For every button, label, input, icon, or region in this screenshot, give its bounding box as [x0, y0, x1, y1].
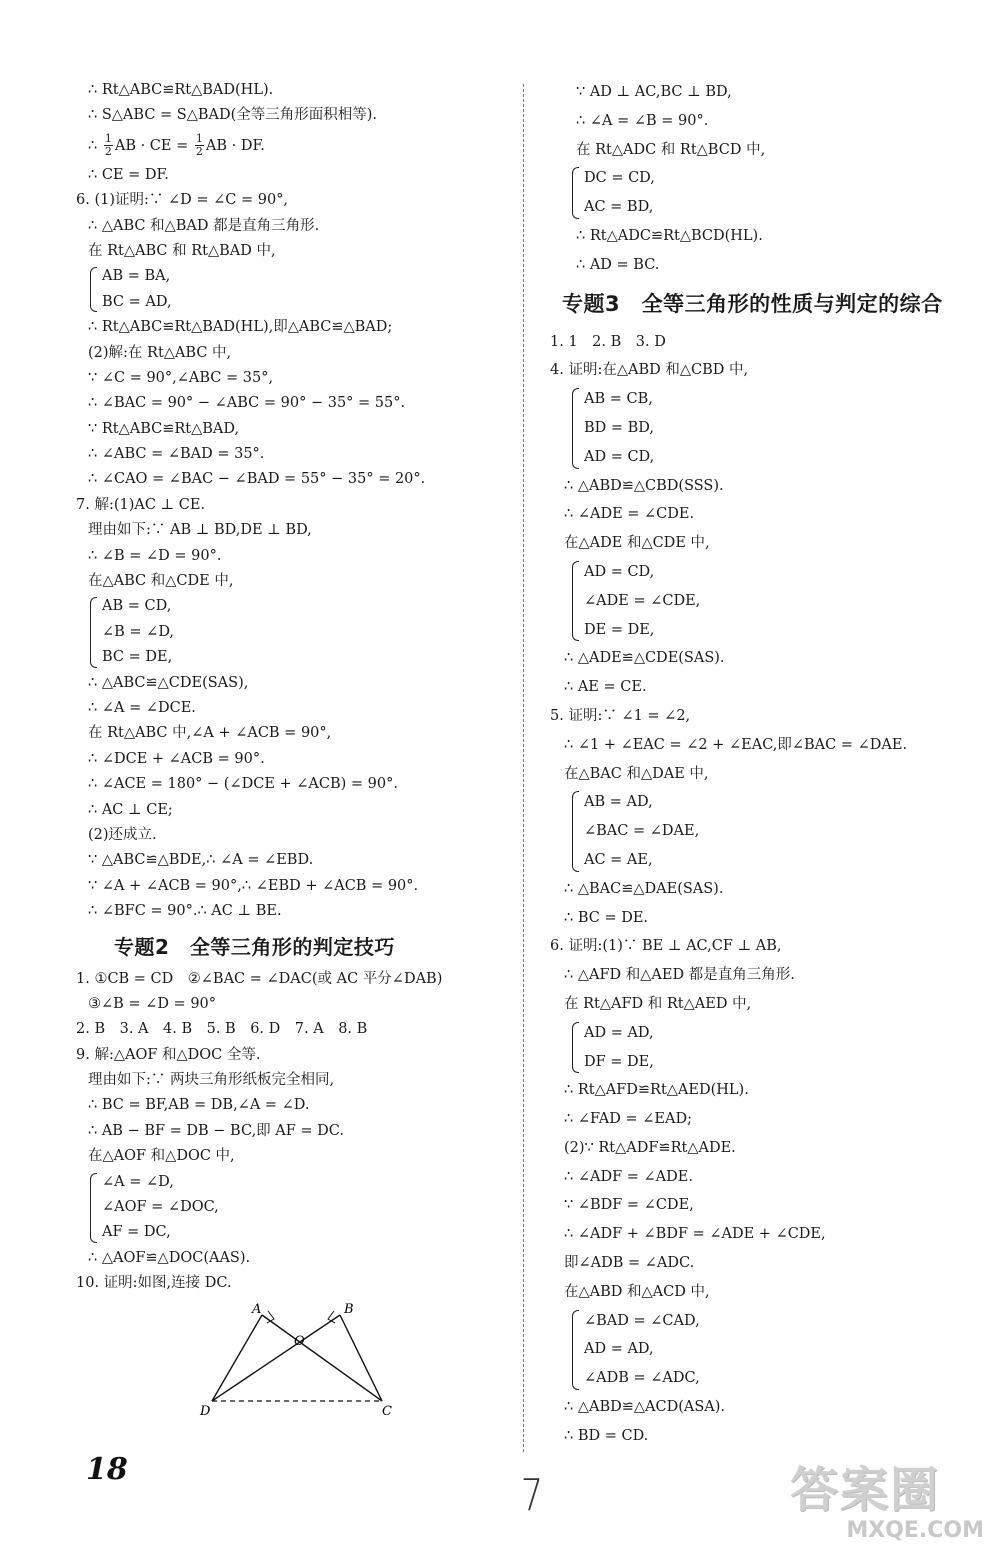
- page-number: 18: [86, 1452, 128, 1487]
- text-line: ∵ Rt△ABC≌Rt△BAD,: [88, 420, 240, 437]
- text-line: AC = BD,: [584, 199, 654, 216]
- text-line: 7. 解:(1)AC ⊥ CE.: [76, 496, 206, 513]
- section-heading: 专题3 全等三角形的性质与判定的综合: [562, 291, 943, 316]
- text-line: ∴ ∠ADF = ∠ADE.: [564, 1168, 693, 1185]
- text-line: AB = BA,: [102, 268, 171, 285]
- text-line: ∴ Rt△AFD≌Rt△AED(HL).: [564, 1082, 749, 1099]
- brace-group: [90, 594, 512, 670]
- text-line: ∴ BC = BF,AB = DB,∠A = ∠D.: [88, 1097, 310, 1114]
- text-line: 4. 证明:在△ABD 和△CBD 中,: [550, 362, 749, 379]
- text-line: ∵ ∠A + ∠ACB = 90°,∴ ∠EBD + ∠ACB = 90°.: [88, 877, 419, 894]
- text-line: ∴ ∠CAO = ∠BAC − ∠BAD = 55° − 35° = 20°.: [88, 471, 426, 488]
- text-line: ∴ ∠1 + ∠EAC = ∠2 + ∠EAC,即∠BAC = ∠DAE.: [564, 736, 908, 753]
- text-line: ∠B = ∠D,: [102, 623, 175, 640]
- text-line: BC = AD,: [102, 293, 172, 310]
- text-line: ∴ ∠ADE = ∠CDE.: [564, 506, 695, 523]
- right-angle-mark-B: [328, 1311, 335, 1323]
- figure-label-O: O: [294, 1333, 305, 1349]
- text-line: ∴ S△ABC = S△BAD(全等三角形面积相等).: [88, 107, 378, 124]
- right-column: [550, 78, 980, 1451]
- text-line: 在△ABC 和△CDE 中,: [88, 573, 234, 590]
- text-line: ∴ Rt△ABC≌Rt△BAD(HL).: [88, 82, 274, 98]
- text-line: ∴ BD = CD.: [564, 1427, 649, 1444]
- text-line: AD = CD,: [584, 448, 655, 465]
- text-line: 在 Rt△AFD 和 Rt△AED 中,: [564, 995, 752, 1012]
- text-line: ∵ AD ⊥ AC,BC ⊥ BD,: [576, 84, 732, 100]
- text-line: ∴ △ABD≌△CBD(SSS).: [564, 477, 724, 494]
- section-heading: 专题2 全等三角形的判定技巧: [114, 934, 395, 959]
- text-line: ∴ AC ⊥ CE;: [88, 801, 173, 818]
- text-line: 理由如下:∵ 两块三角形纸板完全相同,: [88, 1072, 335, 1089]
- text-line: 6. 证明:(1)∵ BE ⊥ AC,CF ⊥ AB,: [550, 938, 782, 955]
- text-line: ∴ ∠BAC = 90° − ∠ABC = 90° − 35° = 55°.: [88, 395, 406, 412]
- text-line: (2)还成立.: [88, 826, 157, 843]
- text-line: 在△ADE 和△CDE 中,: [564, 535, 710, 552]
- text-line: AB = AD,: [584, 794, 653, 811]
- text-line: ∴ ∠ACE = 180° − (∠DCE + ∠ACB) = 90°.: [88, 776, 398, 793]
- text-line: ∴ ∠FAD = ∠EAD;: [564, 1111, 692, 1128]
- text-line: ∴ △AOF≌△DOC(AAS).: [88, 1249, 251, 1266]
- text-line: ∴ △ADE≌△CDE(SAS).: [564, 650, 725, 667]
- text-line: ∠A = ∠D,: [102, 1173, 174, 1190]
- text-line: ∴ ∠B = ∠D = 90°.: [88, 547, 222, 564]
- watermark-logo: [790, 1462, 990, 1550]
- text-line: ∴ AD = BC.: [576, 256, 660, 273]
- text-line: 在 Rt△ADC 和 Rt△BCD 中,: [576, 141, 766, 158]
- brace-group: [572, 1307, 980, 1393]
- handwritten-mark: 7: [520, 1470, 544, 1521]
- text-line: DE = DE,: [584, 621, 655, 638]
- text-line: ∴ Rt△ABC≌Rt△BAD(HL),即△ABC≌△BAD;: [88, 319, 393, 336]
- watermark-text: 答案圈: [790, 1462, 941, 1518]
- text-line: ∴ Rt△ADC≌Rt△BCD(HL).: [576, 227, 763, 244]
- text-line: 1. 1 2. B 3. D: [550, 333, 666, 350]
- text-line: 在 Rt△ABC 和 Rt△BAD 中,: [88, 242, 276, 259]
- text-line: 6. (1)证明:∵ ∠D = ∠C = 90°,: [76, 192, 289, 209]
- figure-label-D: D: [200, 1403, 211, 1417]
- fraction-line: ∴ $\frac{1}{2}$ AB · CE = $\frac{1}{2}$ AB · DF.: [88, 132, 265, 159]
- text-line: ∵ ∠BDF = ∠CDE,: [564, 1197, 694, 1214]
- right-angle-mark-A: [267, 1311, 274, 1323]
- text-line: DF = DE,: [584, 1053, 654, 1070]
- text-line: ∴ △AFD 和△AED 都是直角三角形.: [564, 967, 795, 984]
- line-CB: [340, 1315, 382, 1401]
- text-line: AF = DC,: [102, 1224, 171, 1241]
- text-line: ∴ ∠A = ∠B = 90°.: [576, 112, 709, 129]
- text-line: 即∠ADB = ∠ADC.: [564, 1255, 695, 1272]
- text-line: ∴ △ABD≌△ACD(ASA).: [564, 1399, 726, 1416]
- text-line: ∠BAD = ∠CAD,: [584, 1312, 700, 1329]
- left-column: [62, 78, 512, 1417]
- brace-group: [572, 788, 980, 874]
- text-line: ∴ ∠ADF + ∠BDF = ∠ADE + ∠CDE,: [564, 1226, 826, 1243]
- text-line: 2. B 3. A 4. B 5. B 6. D 7. A 8. B: [76, 1021, 368, 1038]
- watermark-url: MXQE.COM: [846, 1518, 984, 1543]
- text-line: ∴ △ABC 和△BAD 都是直角三角形.: [88, 217, 320, 234]
- text-line: 在△ABD 和△ACD 中,: [564, 1283, 710, 1300]
- text-line: 5. 证明:∵ ∠1 = ∠2,: [550, 707, 691, 724]
- text-line: 1. ①CB = CD ②∠BAC = ∠DAC(或 AC 平分∠DAB): [76, 970, 443, 987]
- text-line: ∴ ∠A = ∠DCE.: [88, 699, 196, 716]
- text-line: 9. 解:△AOF 和△DOC 全等.: [76, 1046, 261, 1063]
- brace-group: [90, 1170, 512, 1246]
- column-divider: [523, 84, 524, 1452]
- text-line: ∠ADB = ∠ADC,: [584, 1370, 700, 1387]
- text-line: ∴ AE = CE.: [564, 679, 647, 696]
- text-line: AD = AD,: [584, 1341, 654, 1358]
- text-line: AC = AE,: [584, 851, 653, 868]
- text-line: ∴ △ABC≌△CDE(SAS),: [88, 674, 249, 691]
- text-line: ③∠B = ∠D = 90°: [88, 995, 217, 1012]
- text-line: ∴ ∠ABC = ∠BAD = 35°.: [88, 446, 265, 463]
- text-line: ∴ AB − BF = DB − BC,即 AF = DC.: [88, 1122, 344, 1139]
- text-line: ∵ △ABC≌△BDE,∴ ∠A = ∠EBD.: [88, 852, 314, 869]
- figure-label-B: B: [344, 1301, 354, 1317]
- text-line: 在△BAC 和△DAE 中,: [564, 765, 709, 782]
- text-line: AB = CB,: [584, 391, 653, 408]
- text-line: 理由如下:∵ AB ⊥ BD,DE ⊥ BD,: [88, 522, 312, 539]
- brace-group: [572, 164, 980, 222]
- triangle-figure: [182, 1301, 402, 1417]
- text-line: ∴ CE = DF.: [88, 166, 169, 183]
- brace-group: [572, 558, 980, 644]
- text-line: ∠ADE = ∠CDE,: [584, 592, 701, 609]
- text-line: ∴ ∠DCE + ∠ACB = 90°.: [88, 750, 265, 767]
- text-line: ∴ ∠BFC = 90°.∴ AC ⊥ BE.: [88, 903, 282, 920]
- text-line: BD = BD,: [584, 419, 655, 436]
- text-line: ∴ BC = DE.: [564, 909, 649, 926]
- text-line: ∠BAC = ∠DAE,: [584, 823, 700, 840]
- brace-group: [572, 1019, 980, 1077]
- text-line: AB = CD,: [102, 598, 172, 615]
- text-line: (2)∵ Rt△ADF≌Rt△ADE.: [564, 1139, 736, 1156]
- text-line: AD = CD,: [584, 563, 655, 580]
- text-line: ∵ ∠C = 90°,∠ABC = 35°,: [88, 369, 274, 386]
- text-line: 10. 证明:如图,连接 DC.: [76, 1275, 232, 1292]
- figure-label-C: C: [382, 1403, 392, 1417]
- text-line: AD = AD,: [584, 1024, 654, 1041]
- text-line: (2)解:在 Rt△ABC 中,: [88, 344, 232, 361]
- text-line: 在△AOF 和△DOC 中,: [88, 1148, 235, 1165]
- text-line: ∴ △BAC≌△DAE(SAS).: [564, 880, 724, 897]
- brace-group: [572, 385, 980, 471]
- text-line: DC = CD,: [584, 170, 655, 187]
- text-line: BC = DE,: [102, 649, 173, 666]
- brace-group: [90, 264, 512, 315]
- text-line: 在 Rt△ABC 中,∠A + ∠ACB = 90°,: [88, 725, 332, 742]
- figure-label-A: A: [252, 1301, 262, 1317]
- text-line: ∠AOF = ∠DOC,: [102, 1199, 219, 1216]
- line-DA: [212, 1315, 262, 1401]
